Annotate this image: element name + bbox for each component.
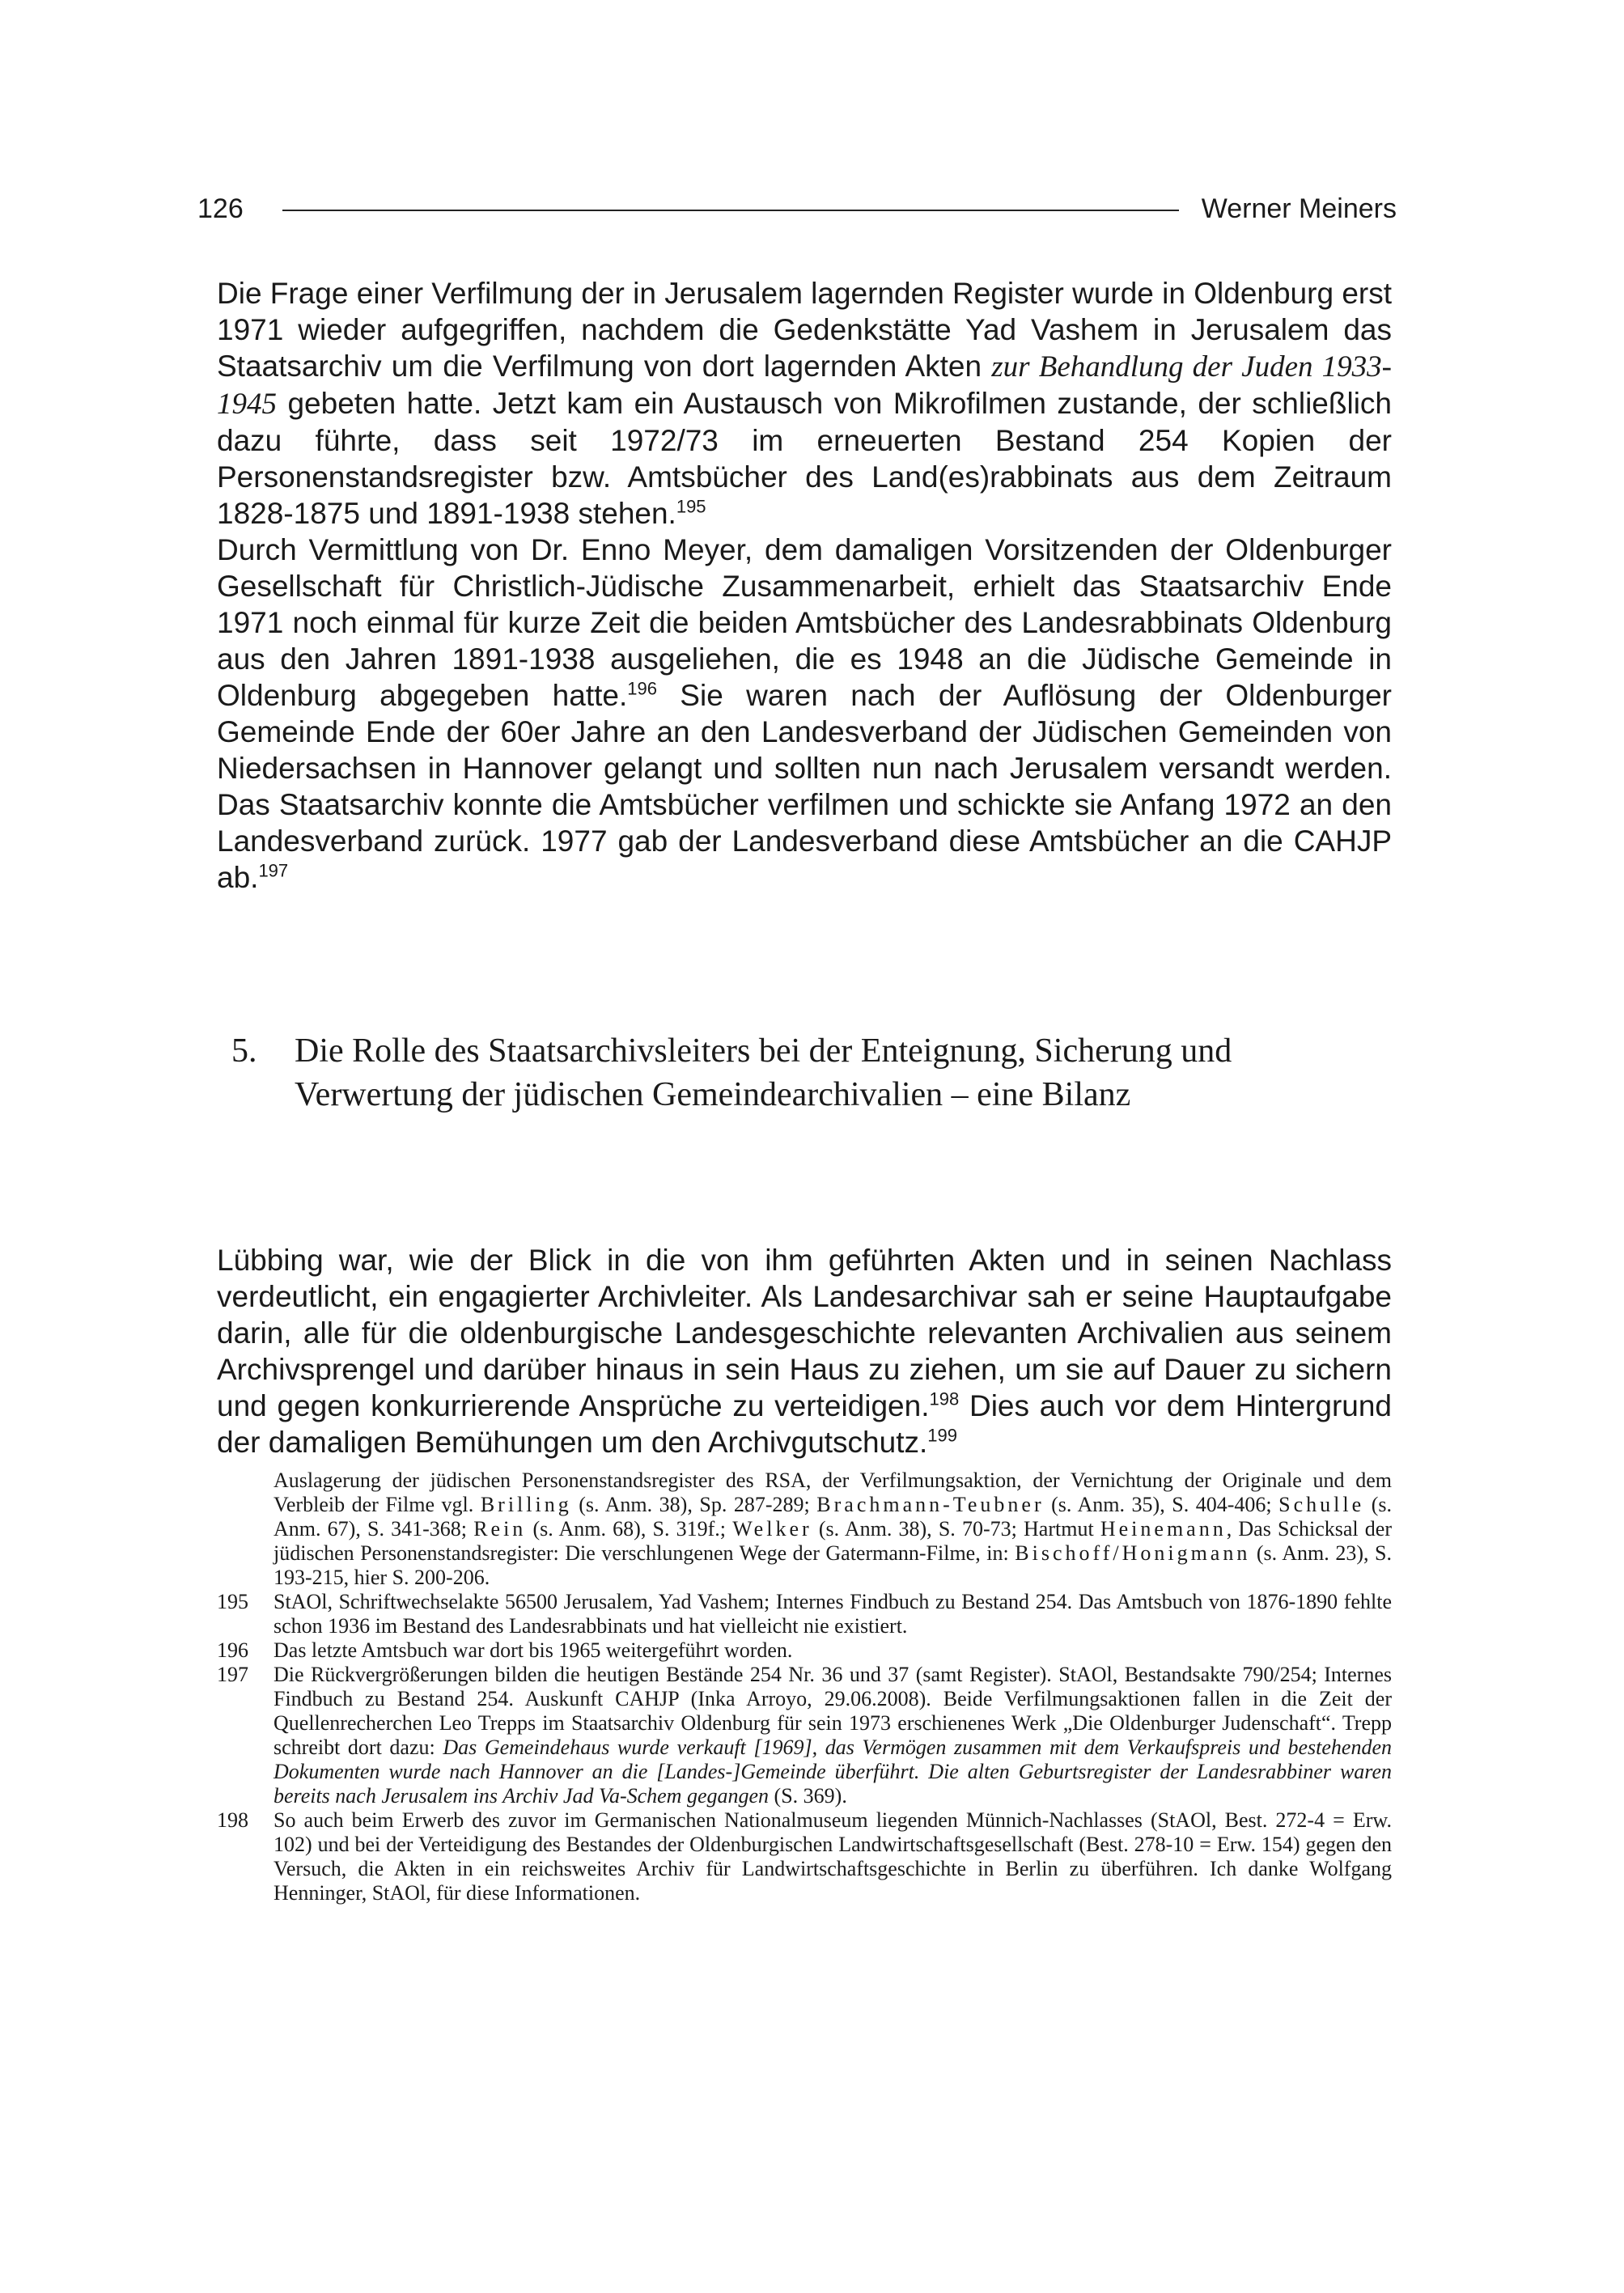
paragraph-3	[217, 1242, 1392, 1460]
running-header-author: Werner Meiners	[1201, 193, 1397, 224]
author-name: Schulle	[1278, 1493, 1365, 1516]
paragraph-2-text-a: Durch Vermittlung von Dr. Enno Meyer, dem damaligen Vorsitzenden der Oldenburger Gesellschaft für Christlich-Jüdische Zusammenarbeit, erhielt das Staatsarchiv Ende 1971 noch einmal für kurze Zeit die beiden Amtsbücher des Landesrabbinats Oldenburg aus den Jahren 1891-1938 ausgeliehen, die es 1948 an die Jüdische Gemeinde in Oldenburg abgegeben hatte.	[217, 533, 1392, 712]
section-number: 5.	[231, 1032, 257, 1070]
footnote-ref-199[interactable]: 199	[927, 1425, 957, 1446]
paragraph-3-text-b: Dies auch vor dem Hintergrund der damaligen Bemühungen um den Archivgutschutz.	[217, 1389, 1392, 1459]
footnote-197	[217, 1663, 1392, 1808]
footnote-text: So auch beim Erwerb des zuvor im Germanischen Nationalmuseum liegenden Münnich-Nachlasses (StAOl, Best. 272-4 = Erw. 102) und bei der Verteidigung des Bestandes der Oldenburgischen Landwirtschaftsgesellschaft (Best. 278-10 = Erw. 154) gegen den Versuch, die Akten in ein reichsweites Archiv für Landwirtschaftsgeschichte in Berlin zu überführen. Ich danke Wolfgang Henninger, StAOl, für diese Informationen.	[273, 1808, 1392, 1905]
footnote-number: 197	[217, 1663, 248, 1686]
footnote-number: 195	[217, 1590, 248, 1613]
paragraph-2	[217, 532, 1392, 896]
footnote-ref-197[interactable]: 197	[258, 860, 289, 881]
author-name: Rein	[473, 1517, 527, 1541]
section-heading	[231, 1029, 1397, 1117]
page-number: 126	[197, 193, 244, 224]
footnote-quotation: Das Gemeindehaus wurde verkauft [1969], das Vermögen zusammen mit dem Verkaufspreis und bestehenden Dokumenten wurde nach Hannover an die [Landes-]Gemeinde überführt. Die alten Geburtsregister der Landesrabbiner waren bereits nach Jerusalem ins Archiv Jad Va-Schem gegangen	[273, 1736, 1392, 1808]
footnote-text: Die Rückvergrößerungen bilden die heutigen Bestände 254 Nr. 36 und 37 (samt Register). StAOl, Bestandsakte 790/254; Internes Findbuch zu Bestand 254. Auskunft CAHJP (Inka Arroyo, 29.06.2008). Beide Verfilmungsaktionen fallen in die Zeit der Quellenrecherchen Leo Trepps im Staatsarchiv Oldenburg für sein 1973 erschienenes Werk „Die Oldenburger Judenschaft“. Trepp schreibt dort dazu: Das Gemeindehaus wurde verkauft [1969], das Vermögen zusammen mit dem Verkaufspreis und bestehenden Dokumenten wurde nach Hannover an die [Landes-]Gemeinde überführt. Die alten Geburtsregister der Landesrabbiner waren bereits nach Jerusalem ins Archiv Jad Va-Schem gegangen (S. 369).	[273, 1663, 1392, 1808]
footnote-ref-195[interactable]: 195	[676, 496, 706, 517]
footnote-195	[217, 1590, 1392, 1638]
footnote-ref-198[interactable]: 198	[929, 1388, 960, 1409]
footnote-text: StAOl, Schriftwechselakte 56500 Jerusalem, Yad Vashem; Internes Findbuch zu Bestand 254. Das Amtsbuch von 1876-1890 fehlte schon 1936 im Bestand des Landesrabbinats und hat vielleicht nie existiert.	[273, 1590, 1392, 1638]
footnote-196	[217, 1638, 1392, 1663]
paragraph-1	[217, 275, 1392, 532]
paragraph-3-text-a: Lübbing war, wie der Blick in die von ihm geführten Akten und in seinen Nachlass verdeutlicht, ein engagierter Archivleiter. Als Landesarchivar sah er seine Hauptaufgabe darin, alle für die oldenburgische Landesgeschichte relevanten Archivalien aus seinem Archivsprengel und darüber hinaus in sein Haus zu ziehen, um sie auf Dauer zu sichern und gegen konkurrierende Ansprüche zu verteidigen.	[217, 1244, 1392, 1422]
paragraph-1-italic-title: zur Behandlung der Juden 1933-1945	[217, 350, 1392, 421]
author-name: Bischoff/Honigmann	[1015, 1541, 1251, 1565]
footnote-continuation: Auslagerung der jüdischen Personenstandsregister des RSA, der Verfilmungsaktion, der Vernichtung der Originale und dem Verbleib der Filme vgl. Brilling (s. Anm. 38), Sp. 287-289; Brachmann-Teubner (s. Anm. 35), S. 404-406; Schulle (s. Anm. 67), S. 341-368; Rein (s. Anm. 68), S. 319f.; Welker (s. Anm. 38), S. 70-73; Hartmut Heinemann, Das Schicksal der jüdischen Personenstandsregister: Die verschlungenen Wege der Gatermann-Filme, in: Bischoff/Honigmann (s. Anm. 23), S. 193-215, hier S. 200-206.	[273, 1469, 1393, 1589]
footnote-198	[217, 1808, 1392, 1905]
paragraph-1-text-a: Die Frage einer Verfilmung der in Jerusalem lagernden Register wurde in Oldenburg erst 1971 wieder aufgegriffen, nachdem die Gedenkstätte Yad Vashem in Jerusalem das Staatsarchiv um die Verfilmung von dort lagernden Akten	[217, 277, 1392, 383]
footnote-text: Das letzte Amtsbuch war dort bis 1965 weitergeführt worden.	[273, 1638, 793, 1662]
body-text-section	[217, 1242, 1392, 1460]
footnote-number: 196	[217, 1638, 248, 1662]
author-name: Brilling	[480, 1493, 572, 1516]
author-name: Welker	[732, 1517, 812, 1541]
header-rule	[282, 210, 1179, 211]
author-name: Heinemann	[1100, 1517, 1227, 1541]
section-title: Die Rolle des Staatsarchivsleiters bei der Enteignung, Sicherung und Verwertung der jüdischen Gemeindearchivalien – eine Bilanz	[295, 1032, 1232, 1113]
running-header	[197, 184, 1397, 233]
paragraph-2-text-b: Sie waren nach der Auflösung der Oldenburger Gemeinde Ende der 60er Jahre an den Landesverband der Jüdischen Gemeinden von Niedersachsen in Hannover gelangt und sollten nun nach Jerusalem versandt werden. Das Staatsarchiv konnte die Amtsbücher verfilmen und schickte sie Anfang 1972 an den Landesverband zurück. 1977 gab der Landesverband diese Amtsbücher an die CAHJP ab.	[217, 679, 1393, 894]
footnote-number: 198	[217, 1808, 248, 1832]
paragraph-1-text-b: gebeten hatte. Jetzt kam ein Austausch von Mikrofilmen zustande, der schließlich dazu führte, dass seit 1972/73 im erneuerten Bestand 254 Kopien der Personenstandsregister bzw. Amtsbücher des Land(es)rabbinats aus dem Zeitraum 1828-1875 und 1891-1938 stehen.	[217, 387, 1392, 530]
body-text-top	[217, 275, 1392, 896]
footnotes	[217, 1469, 1392, 1905]
footnote-ref-196[interactable]: 196	[627, 678, 657, 699]
author-name: Brachmann-Teubner	[816, 1493, 1045, 1516]
